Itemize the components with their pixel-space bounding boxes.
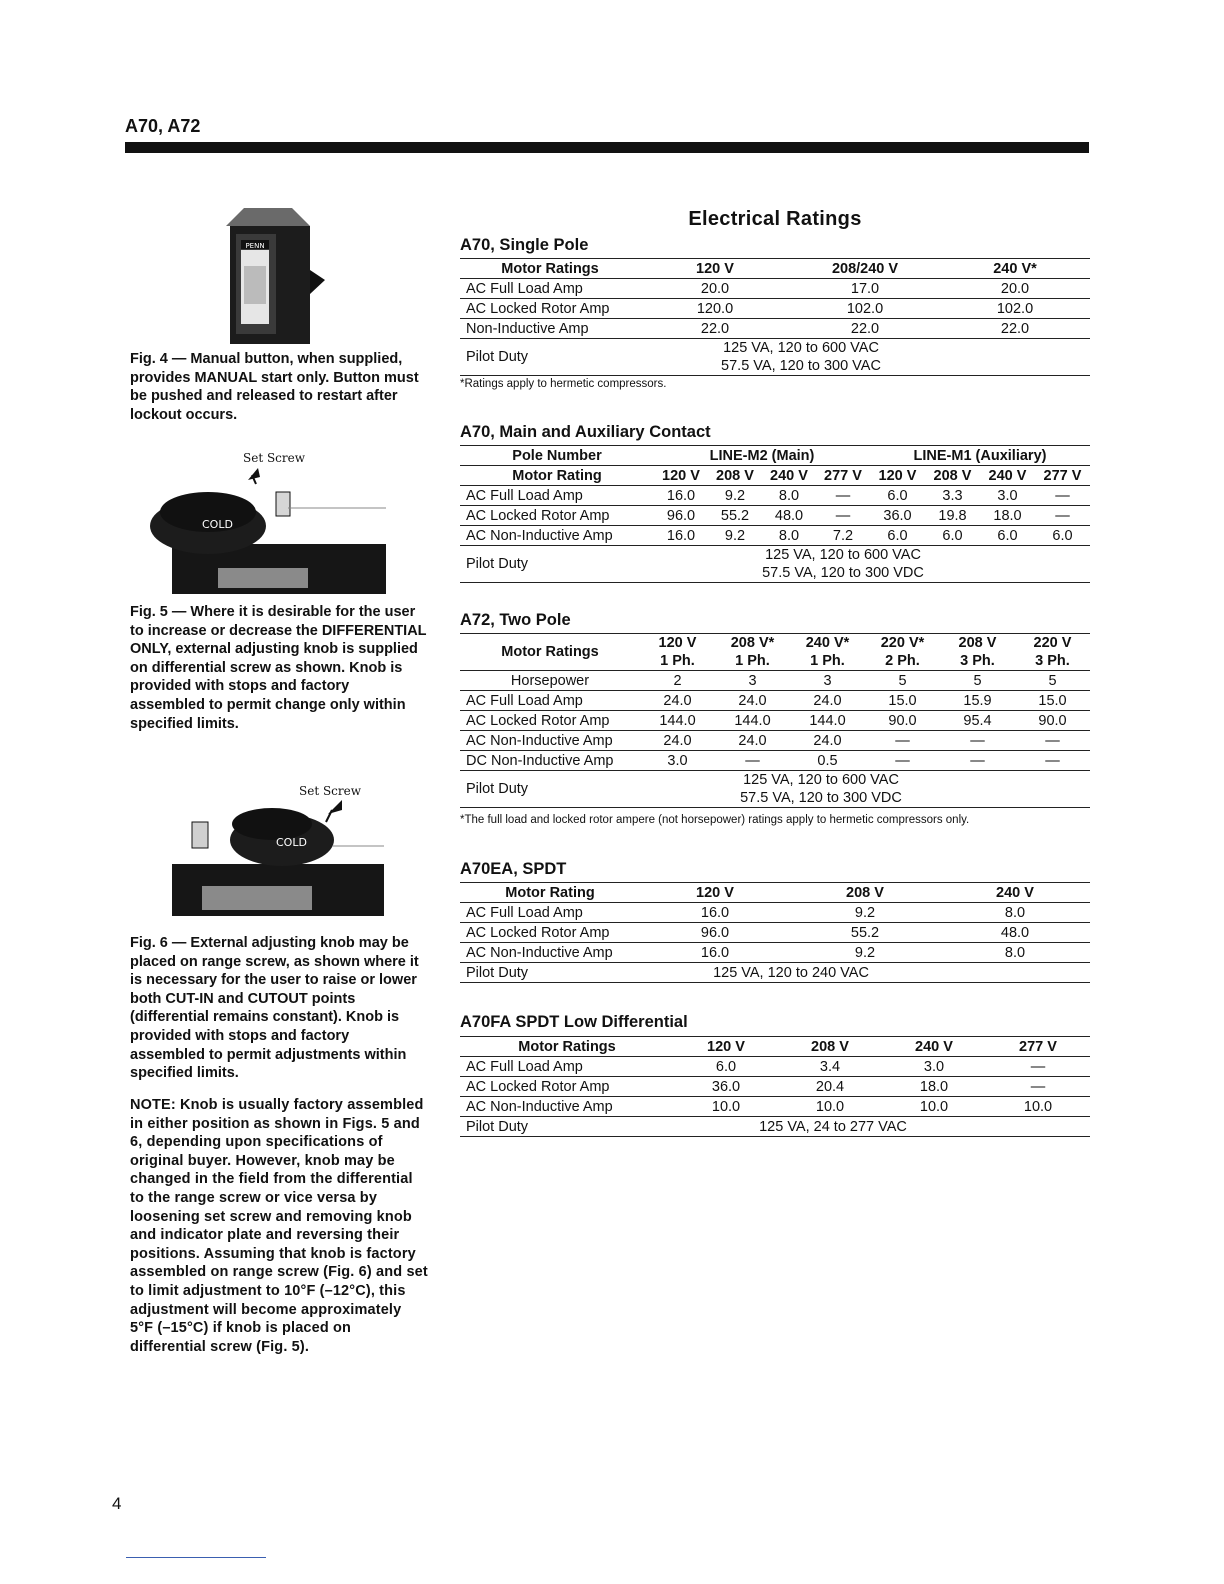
cell: — — [1015, 751, 1090, 771]
row-label: Pilot Duty — [460, 1117, 674, 1137]
header-cell: 208 V — [925, 466, 980, 486]
header-cell: 120 V — [640, 259, 790, 279]
row-label: AC Locked Rotor Amp — [460, 923, 640, 943]
header-cell: LINE-M2 (Main) — [654, 446, 870, 466]
cell: 6.0 — [870, 486, 925, 506]
cell: 36.0 — [674, 1077, 778, 1097]
cell: — — [1035, 506, 1090, 526]
pilot-duty-row — [460, 546, 1090, 583]
cell: 9.2 — [708, 526, 762, 546]
cell: — — [865, 751, 940, 771]
header-cell: 240 V — [940, 883, 1090, 903]
cell: 7.2 — [816, 526, 870, 546]
pilot-line: 57.5 VA, 120 to 300 VAC — [721, 358, 881, 374]
cell: 48.0 — [940, 923, 1090, 943]
table-row — [460, 943, 1090, 963]
row-label: AC Full Load Amp — [460, 1057, 674, 1077]
cell: — — [940, 731, 1015, 751]
cell: 90.0 — [865, 711, 940, 731]
pilot-duty-value — [640, 771, 1090, 808]
cell: 96.0 — [654, 506, 708, 526]
a70fa-table — [460, 1036, 1090, 1137]
cell: 144.0 — [640, 711, 715, 731]
table-row — [460, 903, 1090, 923]
row-label: AC Locked Rotor Amp — [460, 711, 640, 731]
pilot-line: 57.5 VA, 120 to 300 VDC — [740, 790, 902, 806]
cell: 10.0 — [778, 1097, 882, 1117]
table-header-row — [460, 466, 1090, 486]
phase-label: 3 Ph. — [960, 653, 995, 669]
header-cell — [640, 634, 715, 671]
pilot-duty-value — [654, 546, 1090, 583]
header-cell: 120 V — [674, 1037, 778, 1057]
cell: 8.0 — [762, 526, 816, 546]
cell: 9.2 — [790, 943, 940, 963]
pilot-duty-row — [460, 963, 1090, 983]
cell: — — [986, 1057, 1090, 1077]
row-label: AC Non-Inductive Amp — [460, 731, 640, 751]
cell: 3.0 — [640, 751, 715, 771]
cell: 96.0 — [640, 923, 790, 943]
phase-label: 1 Ph. — [660, 653, 695, 669]
a70-single-table — [460, 258, 1090, 376]
table-row — [460, 1077, 1090, 1097]
cell: 16.0 — [654, 486, 708, 506]
header-cell: 240 V* — [940, 259, 1090, 279]
cell: 22.0 — [640, 319, 790, 339]
header-cell: 240 V — [882, 1037, 986, 1057]
pilot-line: 125 VA, 120 to 600 VAC — [765, 547, 921, 563]
header-cell: 208 V — [778, 1037, 882, 1057]
cell: 22.0 — [940, 319, 1090, 339]
a72-two-pole-table — [460, 633, 1090, 808]
fig5-knob-image — [148, 468, 388, 596]
header-cell — [790, 634, 865, 671]
row-label: Pilot Duty — [460, 546, 654, 583]
cell: 6.0 — [674, 1057, 778, 1077]
cell: 15.9 — [940, 691, 1015, 711]
cell: 20.0 — [940, 279, 1090, 299]
table-row — [460, 731, 1090, 751]
cell: 3 — [715, 671, 790, 691]
row-label: Horsepower — [460, 671, 640, 691]
table-row — [460, 526, 1090, 546]
page-header-title: A70, A72 — [125, 116, 201, 136]
header-cell: 240 V — [980, 466, 1035, 486]
cell: 3.3 — [925, 486, 980, 506]
row-label: DC Non-Inductive Amp — [460, 751, 640, 771]
row-label: AC Full Load Amp — [460, 486, 654, 506]
cell: 55.2 — [790, 923, 940, 943]
phase-label: 2 Ph. — [885, 653, 920, 669]
header-cell: 120 V — [870, 466, 925, 486]
cell: — — [1015, 731, 1090, 751]
cell: 18.0 — [882, 1077, 986, 1097]
footer-rule — [126, 1557, 266, 1558]
row-label: AC Full Load Amp — [460, 279, 640, 299]
cell: — — [816, 506, 870, 526]
pilot-line: 57.5 VA, 120 to 300 VDC — [762, 565, 924, 581]
header-cell: 120 V — [640, 883, 790, 903]
table-row — [460, 319, 1090, 339]
cell: — — [715, 751, 790, 771]
pilot-duty-value: 125 VA, 24 to 277 VAC — [674, 1117, 1090, 1137]
volt-label: 208 V* — [730, 635, 775, 651]
cell: 16.0 — [640, 903, 790, 923]
row-label: AC Locked Rotor Amp — [460, 299, 640, 319]
cell: 144.0 — [715, 711, 790, 731]
pilot-line: 125 VA, 120 to 600 VAC — [723, 340, 879, 356]
cell: 2 — [640, 671, 715, 691]
row-label: AC Non-Inductive Amp — [460, 526, 654, 546]
a72-two-pole-title: A72, Two Pole — [460, 611, 571, 629]
cell: 8.0 — [762, 486, 816, 506]
header-cell: 240 V — [762, 466, 816, 486]
a70-main-aux-title: A70, Main and Auxiliary Contact — [460, 423, 711, 441]
table-row — [460, 506, 1090, 526]
cell: 10.0 — [674, 1097, 778, 1117]
fig5-knob-text: COLD — [202, 518, 233, 531]
table-row — [460, 1097, 1090, 1117]
a70-single-title: A70, Single Pole — [460, 236, 589, 254]
fig4-caption: Fig. 4 — Manual button, when supplied, provides MANUAL start only. Button must be pushed and released to restart after lockout occurs. — [130, 351, 419, 423]
cell: 6.0 — [1035, 526, 1090, 546]
a72-footnote: *The full load and locked rotor ampere (not horsepower) ratings apply to hermetic compressors only. — [460, 814, 970, 826]
pilot-duty-row — [460, 771, 1090, 808]
page-number: 4 — [112, 1494, 122, 1513]
a70ea-title: A70EA, SPDT — [460, 860, 567, 878]
cell: 10.0 — [882, 1097, 986, 1117]
fig4-device-label: PENN — [245, 242, 265, 250]
cell: 10.0 — [986, 1097, 1090, 1117]
volt-label: 220 V — [1033, 635, 1072, 651]
fig6-note: NOTE: Knob is usually factory assembled in either position as shown in Figs. 5 and 6, depending upon specifications of original buyer. However, knob may be changed in the field from the differential to the range screw or vice versa by loosening set screw and removing knob and indicator plate and reversing their positions. Assuming that knob is factory assembled on range screw (Fig. 6) and set to limit adjustment to 10°F (–12°C), this adjustment will become approximately 5°F (–15°C) if knob is placed on differential screw (Fig. 5). — [130, 1097, 428, 1355]
cell: 6.0 — [870, 526, 925, 546]
electrical-ratings-title: Electrical Ratings — [688, 208, 862, 230]
table-row — [460, 923, 1090, 943]
cell: 6.0 — [925, 526, 980, 546]
cell: — — [940, 751, 1015, 771]
cell: 5 — [1015, 671, 1090, 691]
a70fa-title: A70FA SPDT Low Differential — [460, 1013, 688, 1031]
a70-single-footnote: *Ratings apply to hermetic compressors. — [460, 378, 667, 390]
header-cell: Motor Rating — [460, 883, 640, 903]
pilot-duty-row — [460, 1117, 1090, 1137]
cell: 17.0 — [790, 279, 940, 299]
phase-label: 1 Ph. — [735, 653, 770, 669]
row-label: AC Full Load Amp — [460, 903, 640, 923]
cell: 102.0 — [790, 299, 940, 319]
header-cell: Motor Ratings — [460, 259, 640, 279]
fig5-set-screw-label: Set Screw — [243, 451, 306, 465]
header-cell: Pole Number — [460, 446, 654, 466]
a70-main-aux-table — [460, 445, 1090, 583]
cell: 15.0 — [1015, 691, 1090, 711]
fig6-set-screw-label: Set Screw — [299, 784, 362, 798]
phase-label: 1 Ph. — [810, 653, 845, 669]
cell: 3 — [790, 671, 865, 691]
header-cell — [715, 634, 790, 671]
volt-label: 220 V* — [880, 635, 925, 651]
cell: 16.0 — [654, 526, 708, 546]
header-cell: 208 V — [790, 883, 940, 903]
cell: 48.0 — [762, 506, 816, 526]
cell: 102.0 — [940, 299, 1090, 319]
cell: 8.0 — [940, 943, 1090, 963]
cell: — — [986, 1077, 1090, 1097]
cell: 6.0 — [980, 526, 1035, 546]
cell: 24.0 — [640, 691, 715, 711]
cell: 144.0 — [790, 711, 865, 731]
cell: 36.0 — [870, 506, 925, 526]
table-header-row — [460, 259, 1090, 279]
table-header-row — [460, 883, 1090, 903]
row-label: AC Non-Inductive Amp — [460, 943, 640, 963]
fig6-caption: Fig. 6 — External adjusting knob may be placed on range screw, as shown where it is necessary for the user to raise or lower both CUT-IN and CUTOUT points (differential remains constant). Knob is provided with stops and factory assembled to permit adjustments within specified limits. — [130, 935, 419, 1082]
cell: 20.4 — [778, 1077, 882, 1097]
volt-label: 120 V — [658, 635, 697, 651]
row-label: AC Locked Rotor Amp — [460, 506, 654, 526]
row-label: Pilot Duty — [460, 339, 640, 376]
cell: — — [1035, 486, 1090, 506]
table-row — [460, 486, 1090, 506]
header-rule — [125, 142, 1089, 153]
table-row — [460, 691, 1090, 711]
pole-number-row — [460, 446, 1090, 466]
cell: 22.0 — [790, 319, 940, 339]
row-label: Pilot Duty — [460, 771, 640, 808]
cell: — — [816, 486, 870, 506]
fig5-caption: Fig. 5 — Where it is desirable for the user to increase or decrease the DIFFERENTIAL ONLY, external adjusting knob is supplied on differential screw as shown. Knob is provided with stops and factory assembled to permit change only within specified limits. — [130, 604, 427, 732]
header-cell: 277 V — [986, 1037, 1090, 1057]
header-cell — [1015, 634, 1090, 671]
fig6-knob-image — [172, 800, 386, 918]
cell: 20.0 — [640, 279, 790, 299]
cell: 24.0 — [715, 731, 790, 751]
header-cell: Motor Ratings — [460, 1037, 674, 1057]
cell: 18.0 — [980, 506, 1035, 526]
cell: 24.0 — [640, 731, 715, 751]
row-label: AC Full Load Amp — [460, 691, 640, 711]
fig6-knob-text: COLD — [276, 836, 307, 849]
header-cell: Motor Ratings — [460, 634, 640, 671]
header-cell — [865, 634, 940, 671]
cell: 15.0 — [865, 691, 940, 711]
row-label: Non-Inductive Amp — [460, 319, 640, 339]
cell: 24.0 — [790, 691, 865, 711]
cell: — — [865, 731, 940, 751]
header-cell — [940, 634, 1015, 671]
cell: 16.0 — [640, 943, 790, 963]
table-row — [460, 711, 1090, 731]
a70ea-table — [460, 882, 1090, 983]
cell: 9.2 — [708, 486, 762, 506]
cell: 24.0 — [790, 731, 865, 751]
pilot-duty-row — [460, 339, 1090, 376]
row-label: AC Non-Inductive Amp — [460, 1097, 674, 1117]
cell: 19.8 — [925, 506, 980, 526]
header-cell: 208/240 V — [790, 259, 940, 279]
header-cell: 277 V — [816, 466, 870, 486]
header-cell: 208 V — [708, 466, 762, 486]
table-header-row — [460, 1037, 1090, 1057]
cell: 3.4 — [778, 1057, 882, 1077]
phase-label: 3 Ph. — [1035, 653, 1070, 669]
row-label: Pilot Duty — [460, 963, 640, 983]
cell: 0.5 — [790, 751, 865, 771]
fig4-control-image — [222, 208, 332, 344]
pilot-duty-value: 125 VA, 120 to 240 VAC — [640, 963, 1090, 983]
row-label: AC Locked Rotor Amp — [460, 1077, 674, 1097]
pilot-duty-value — [640, 339, 1090, 376]
cell: 3.0 — [882, 1057, 986, 1077]
cell: 95.4 — [940, 711, 1015, 731]
volt-label: 208 V — [958, 635, 997, 651]
cell: 90.0 — [1015, 711, 1090, 731]
table-row — [460, 279, 1090, 299]
table-row — [460, 751, 1090, 771]
table-row — [460, 1057, 1090, 1077]
cell: 5 — [940, 671, 1015, 691]
header-cell: 120 V — [654, 466, 708, 486]
cell: 24.0 — [715, 691, 790, 711]
cell: 5 — [865, 671, 940, 691]
cell: 9.2 — [790, 903, 940, 923]
table-header-row — [460, 634, 1090, 671]
header-cell: LINE-M1 (Auxiliary) — [870, 446, 1090, 466]
pilot-line: 125 VA, 120 to 600 VAC — [743, 772, 899, 788]
cell: 3.0 — [980, 486, 1035, 506]
cell: 120.0 — [640, 299, 790, 319]
cell: 55.2 — [708, 506, 762, 526]
cell: 8.0 — [940, 903, 1090, 923]
volt-label: 240 V* — [805, 635, 850, 651]
table-row — [460, 299, 1090, 319]
table-row — [460, 671, 1090, 691]
header-cell: 277 V — [1035, 466, 1090, 486]
header-cell: Motor Rating — [460, 466, 654, 486]
